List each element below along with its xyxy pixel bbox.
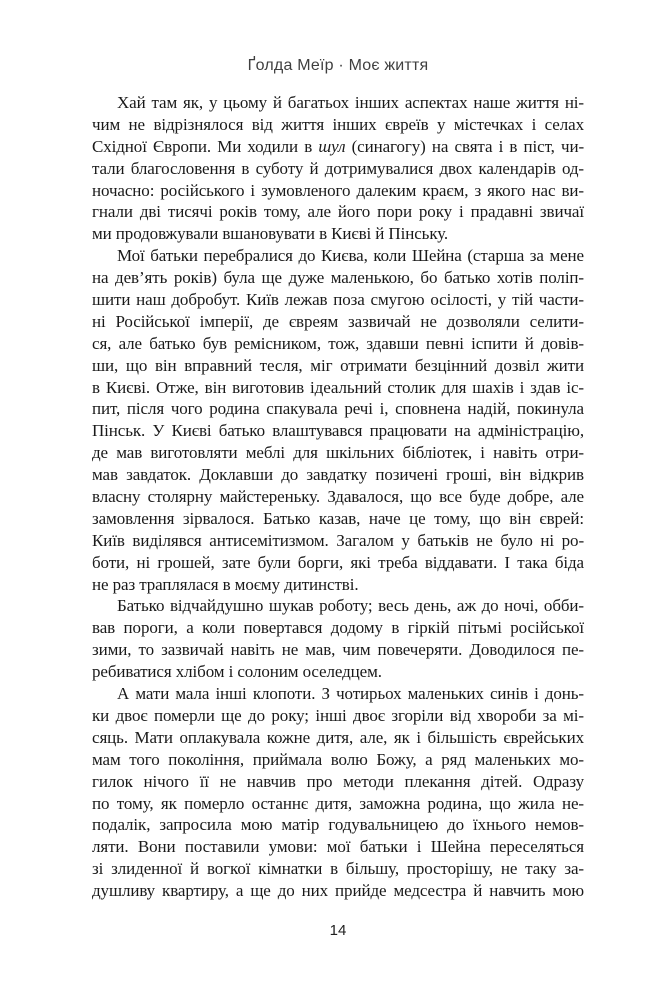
text-line: ребиватися хлібом і солоним оселедцем. bbox=[92, 662, 382, 682]
text-line: замовлення зірвалося. Батько казав, наче це тому, що він єврей: bbox=[92, 508, 584, 528]
body-text bbox=[92, 92, 584, 902]
text-line: в Києві. Отже, він виготовив ідеальний столик для шахів і здав іс- bbox=[92, 377, 584, 397]
text-line: сяць. Мати оплакувала кожне дитя, але, як і більшість єврейських bbox=[92, 727, 584, 747]
running-header: Ґолда Меїр · Моє життя bbox=[247, 57, 429, 74]
text-line: Хай там як, у цьому й багатьох інших аспектах наше життя ні- bbox=[117, 93, 584, 112]
italic-term: шул bbox=[318, 136, 346, 156]
text-line: вав пороги, а коли повертався додому в гіркій пітьмі російської bbox=[92, 618, 584, 638]
text-line: Пінськ. У Києві батько влаштувався працювати на адміністрацію, bbox=[92, 421, 584, 441]
text-line: Батько відчайдушно шукав роботу; весь день, аж до ночі, обби- bbox=[117, 596, 584, 616]
text-line: гнали дві тисячі років тому, але його пори року і прадавні звичаї bbox=[92, 202, 584, 222]
text-line: ночасно: російського і зумовленого далеким краєм, з якого нас ви- bbox=[92, 180, 584, 200]
text-line: ми продовжували вшановувати в Києві й Пінську. bbox=[92, 224, 449, 244]
text-line: де мав виготовляти меблі для шкільних бібліотек, і навіть отри- bbox=[92, 443, 584, 463]
text-line: ляти. Вони поставили умови: мої батьки і Шейна переселяться bbox=[92, 837, 584, 857]
page-number: 14 bbox=[329, 922, 347, 939]
text-line: на дев’ять років) була ще дуже маленькою, бо батько хотів поліп- bbox=[92, 268, 584, 288]
text-line: боти, ні грошей, зате були борги, які треба віддавати. І така біда bbox=[92, 552, 584, 572]
text-line: зі злиденної й вогкої кімнатки в більшу, просторішу, не таку за- bbox=[92, 859, 584, 879]
text-line: ні Російської імперії, де євреям зазвичай не дозволяли селити- bbox=[92, 311, 584, 331]
text-line: Східної Європи. Ми ходили в шул (синагогу) на свята і в піст, чи- bbox=[92, 136, 584, 156]
text-line: подалік, запросила мою матір годувальницею до їхнього немов- bbox=[92, 815, 584, 835]
text-line: ся, але батько був ремісником, тож, здавши певні іспити й довів- bbox=[92, 333, 584, 353]
text-line: зими, то зазвичай навіть не мав, чим повечеряти. Доводилося пе- bbox=[92, 640, 584, 660]
text-line: шити наш добробут. Київ лежав поза смугою осілості, у тій части- bbox=[92, 290, 584, 310]
text-line: мам того покоління, приймала волю Божу, а ряд маленьких мо- bbox=[92, 749, 584, 769]
text-line: Київ виділявся антисемітизмом. Загалом у батьків не було ні ро- bbox=[92, 530, 584, 550]
text-line: мав завдаток. Доклавши до завдатку позичені гроші, він відкрив bbox=[92, 465, 584, 485]
text-line: гилок нічого її не навчив про методи плекання дітей. Одразу bbox=[92, 771, 584, 791]
text-line: не раз траплялася в моєму дитинстві. bbox=[92, 574, 359, 594]
text-line: А мати мала інші клопоти. З чотирьох маленьких синів і донь- bbox=[117, 684, 584, 704]
text-line: душливу квартиру, а ще до них прийде медсестра й навчить мою bbox=[92, 881, 584, 901]
text-line: по тому, як померло останнє дитя, заможна родина, що жила не- bbox=[92, 793, 584, 813]
text-line: власну столярну майстереньку. Здавалося, що все буде добре, але bbox=[92, 487, 584, 507]
text-line: ши, що він вправний тесля, міг отримати безцінний дозвіл жити bbox=[92, 355, 584, 375]
text-line: чим не відрізнялося від життя інших євреїв у містечках і селах bbox=[92, 114, 584, 134]
text-line: пит, після чого родина спакувала речі і, сповнена надій, покинула bbox=[92, 399, 584, 419]
text-line: ки двоє померли ще до року; інші двоє згоріли від хвороби за мі- bbox=[92, 705, 584, 725]
text-line: тали благословення в суботу й дотримувалися двох календарів од- bbox=[92, 158, 584, 178]
text-line: Мої батьки перебралися до Києва, коли Шейна (старша за мене bbox=[117, 246, 584, 266]
